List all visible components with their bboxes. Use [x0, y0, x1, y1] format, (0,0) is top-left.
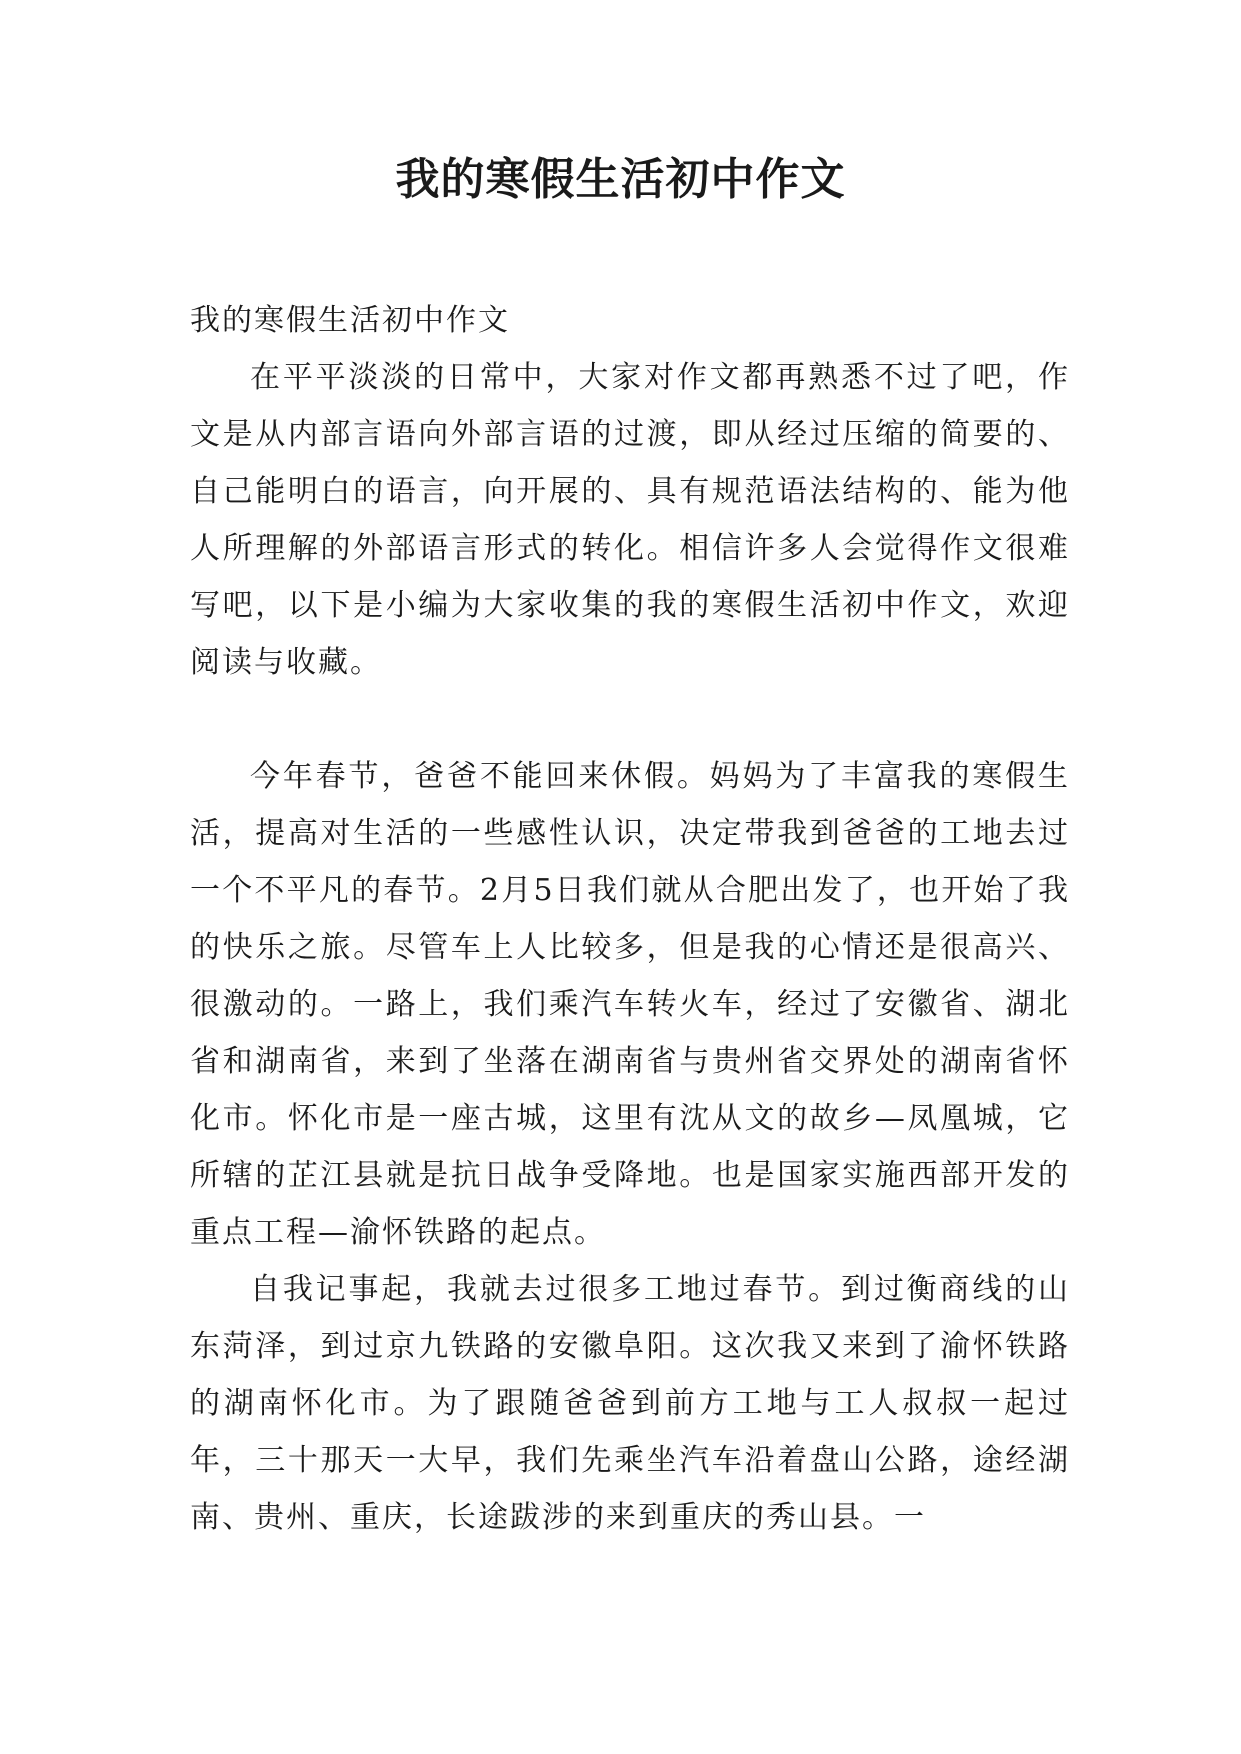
- body-paragraph-1: 今年春节，爸爸不能回来休假。妈妈为了丰富我的寒假生活，提高对生活的一些感性认识，决定带我到爸爸的工地去过一个不平凡的春节。2月5日我们就从合肥出发了，也开始了我的快乐之旅。尽管车上人比较多，但是我的心情还是很高兴、很激动的。一路上，我们乘汽车转火车，经过了安徽省、湖北省和湖南省，来到了坐落在湖南省与贵州省交界处的湖南省怀化市。怀化市是一座古城，这里有沈从文的故乡—凤凰城，它所辖的芷江县就是抗日战争受降地。也是国家实施西部开发的重点工程—渝怀铁路的起点。: [190, 759, 1070, 1250]
- paragraph-spacer: [190, 691, 1070, 748]
- body-paragraph-2: 自我记事起，我就去过很多工地过春节。到过衡商线的山东菏泽，到过京九铁路的安徽阜阳。这次我又来到了渝怀铁路的湖南怀化市。为了跟随爸爸到前方工地与工人叔叔一起过年，三十那天一大早，我们先乘坐汽车沿着盘山公路，途经湖南、贵州、重庆，长途跋涉的来到重庆的秀山县。一: [190, 1272, 1070, 1535]
- document-title: 我的寒假生活初中作文: [395, 154, 846, 205]
- document-subtitle: 我的寒假生活初中作文: [190, 303, 510, 338]
- intro-paragraph: 在平平淡淡的日常中，大家对作文都再熟悉不过了吧，作文是从内部言语向外部言语的过渡，即从经过压缩的简要的、自己能明白的语言，向开展的、具有规范语法结构的、能为他人所理解的外部语言形式的转化。相信许多人会觉得作文很难写吧，以下是小编为大家收集的我的寒假生活初中作文，欢迎阅读与收藏。: [190, 360, 1070, 680]
- document-body: [190, 292, 1070, 1546]
